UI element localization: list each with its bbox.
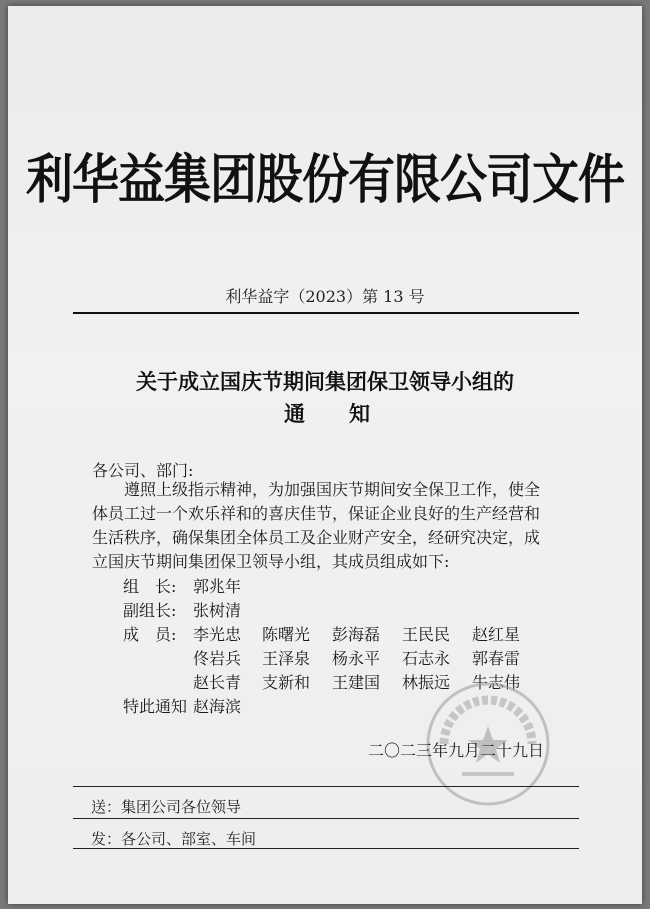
paragraph-line: 遵照上级指示精神，为加强国庆节期间安全保卫工作，使全 xyxy=(124,480,541,499)
member-name: 郭春雷 xyxy=(472,649,521,668)
member-name: 林振远 xyxy=(402,673,451,692)
paragraph-line: 生活秩序，确保集团全体员工及企业财产安全，经研究决定，成 xyxy=(92,528,541,547)
member-name: 支新和 xyxy=(262,673,311,692)
member-name: 赵长青 xyxy=(193,673,242,692)
leader-label: 组 长: xyxy=(123,577,177,596)
leader-name: 郭兆年 xyxy=(193,577,242,596)
member-name: 赵红星 xyxy=(472,625,521,644)
member-name: 赵海滨 xyxy=(193,697,242,716)
deputy-name: 张树清 xyxy=(193,601,242,620)
member-name: 王民民 xyxy=(402,625,451,644)
deputy-label: 副组长: xyxy=(123,601,177,620)
notice-subtitle: 通知 xyxy=(284,401,414,426)
document-date: 二〇二三年九月二十九日 xyxy=(368,741,545,760)
member-name: 王泽泉 xyxy=(262,649,311,668)
member-name: 陈曙光 xyxy=(262,625,311,644)
salutation: 各公司、部门: xyxy=(92,461,194,480)
distribution-line: 发：各公司、部室、车间 xyxy=(91,830,257,848)
footer-rule-top xyxy=(73,786,579,787)
member-name: 石志永 xyxy=(402,649,451,668)
member-name: 王建国 xyxy=(332,673,381,692)
member-name: 彭海磊 xyxy=(332,625,381,644)
closing-remark: 特此通知 xyxy=(123,697,188,716)
paragraph-line: 体员工过一个欢乐祥和的喜庆佳节，保证企业良好的生产经营和 xyxy=(92,504,541,523)
footer-rule-bottom xyxy=(73,848,579,849)
member-name: 牛志伟 xyxy=(472,673,521,692)
document-header-title: 利华益集团股份有限公司文件 xyxy=(26,149,624,211)
members-label: 成 员: xyxy=(123,625,177,644)
member-name: 佟岩兵 xyxy=(193,649,242,668)
paragraph-line: 立国庆节期间集团保卫领导小组，其成员组成如下: xyxy=(92,552,450,571)
footer-rule-middle xyxy=(73,818,579,819)
member-name: 李光忠 xyxy=(193,625,242,644)
header-divider xyxy=(73,312,579,314)
document-number: 利华益字（2023）第 13 号 xyxy=(225,287,425,306)
recipients-line: 送：集团公司各位领导 xyxy=(91,798,242,816)
member-name: 杨永平 xyxy=(332,649,381,668)
notice-title: 关于成立国庆节期间集团保卫领导小组的 xyxy=(136,369,514,394)
body-paragraph xyxy=(92,478,582,574)
